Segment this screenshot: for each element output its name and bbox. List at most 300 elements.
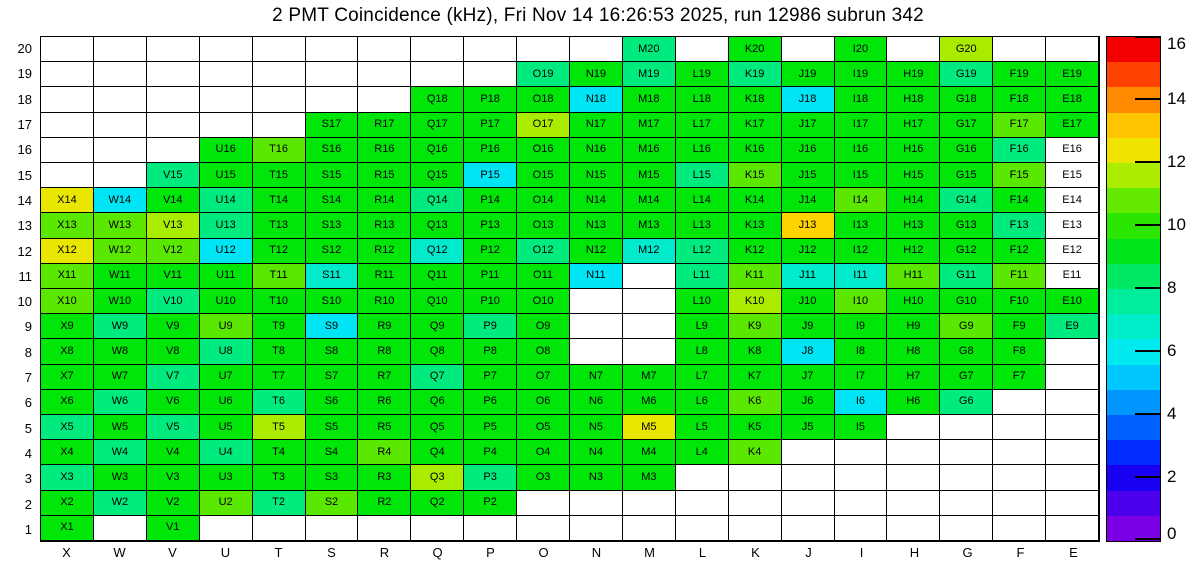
x-axis-label: P: [486, 545, 495, 560]
heatmap-cell: J14: [782, 188, 835, 213]
heatmap-cell: J12: [782, 239, 835, 264]
heatmap-cell: V3: [147, 465, 200, 490]
heatmap-cell: [94, 113, 147, 138]
heatmap-cell: I5: [835, 415, 888, 440]
heatmap-cell: I13: [835, 213, 888, 238]
heatmap-cell: K9: [729, 314, 782, 339]
heatmap-cell: E18: [1046, 87, 1099, 112]
y-axis-label: 14: [17, 192, 32, 208]
heatmap-cell: F15: [993, 163, 1046, 188]
heatmap-cell: W14: [94, 188, 147, 213]
heatmap-cell: [200, 37, 253, 62]
heatmap-cell: R12: [358, 239, 411, 264]
heatmap-cell: S4: [306, 440, 359, 465]
heatmap-cell: [1046, 491, 1099, 516]
heatmap-cell: S8: [306, 339, 359, 364]
heatmap-cell: U13: [200, 213, 253, 238]
colorbar-band: [1107, 37, 1160, 62]
heatmap-cell: Q9: [411, 314, 464, 339]
heatmap-cell: L7: [676, 365, 729, 390]
heatmap-cell: X9: [41, 314, 94, 339]
heatmap-cell: M13: [623, 213, 676, 238]
heatmap-cell: O17: [517, 113, 570, 138]
heatmap-cell: S6: [306, 390, 359, 415]
heatmap-cell: I14: [835, 188, 888, 213]
heatmap-cell: [94, 37, 147, 62]
colorbar-band: [1107, 163, 1160, 188]
heatmap-cell: X4: [41, 440, 94, 465]
heatmap-cell: S10: [306, 289, 359, 314]
heatmap-cell: N5: [570, 415, 623, 440]
heatmap-cell: P7: [464, 365, 517, 390]
heatmap-cell: [41, 163, 94, 188]
y-axis-label: 9: [24, 319, 32, 335]
heatmap-cell: [729, 465, 782, 490]
x-axis-label: Q: [432, 545, 443, 560]
heatmap-cell: T11: [253, 264, 306, 289]
heatmap-cell: V10: [147, 289, 200, 314]
heatmap-cell: M7: [623, 365, 676, 390]
heatmap-cell: G16: [940, 138, 993, 163]
heatmap-cell: [306, 62, 359, 87]
heatmap-cell: [623, 491, 676, 516]
heatmap-cell: P18: [464, 87, 517, 112]
heatmap-cell: P6: [464, 390, 517, 415]
x-axis-label: I: [859, 545, 864, 560]
heatmap-cell: H8: [887, 339, 940, 364]
heatmap-cell: [887, 415, 940, 440]
heatmap-cell: I20: [835, 37, 888, 62]
heatmap-cell: L9: [676, 314, 729, 339]
heatmap-cell: Q3: [411, 465, 464, 490]
heatmap-cell: P16: [464, 138, 517, 163]
colorbar-band: [1107, 87, 1160, 112]
heatmap-cell: N18: [570, 87, 623, 112]
heatmap-cell: O16: [517, 138, 570, 163]
heatmap-cell: [940, 465, 993, 490]
heatmap-cell: F16: [993, 138, 1046, 163]
heatmap-cell: V5: [147, 415, 200, 440]
heatmap-cell: H9: [887, 314, 940, 339]
y-axis-label: 10: [17, 294, 32, 310]
heatmap-cell: [200, 113, 253, 138]
heatmap-cell: X1: [41, 516, 94, 541]
heatmap-cell: [1046, 415, 1099, 440]
heatmap-cell: [570, 491, 623, 516]
heatmap-cell: N12: [570, 239, 623, 264]
heatmap-cell: M18: [623, 87, 676, 112]
heatmap-cell: G9: [940, 314, 993, 339]
heatmap-cell: P11: [464, 264, 517, 289]
heatmap-cell: [147, 138, 200, 163]
heatmap-cell: [887, 491, 940, 516]
heatmap-cell: M4: [623, 440, 676, 465]
heatmap-cell: G18: [940, 87, 993, 112]
heatmap-cell: J6: [782, 390, 835, 415]
heatmap-cell: S9: [306, 314, 359, 339]
heatmap-cell: X3: [41, 465, 94, 490]
heatmap-cell: O14: [517, 188, 570, 213]
y-axis-label: 8: [24, 344, 32, 360]
heatmap-cell: H15: [887, 163, 940, 188]
colorbar-band: [1107, 516, 1160, 541]
heatmap-cell: M14: [623, 188, 676, 213]
heatmap-cell: K7: [729, 365, 782, 390]
heatmap-cell: F13: [993, 213, 1046, 238]
heatmap-cell: [729, 491, 782, 516]
heatmap-cell: N16: [570, 138, 623, 163]
heatmap-cell: [41, 113, 94, 138]
heatmap-cell: J19: [782, 62, 835, 87]
heatmap-cell: T14: [253, 188, 306, 213]
heatmap-cell: S7: [306, 365, 359, 390]
heatmap-cell: M15: [623, 163, 676, 188]
y-axis-label: 1: [24, 521, 32, 537]
heatmap-cell: [570, 289, 623, 314]
heatmap-cell: Q16: [411, 138, 464, 163]
heatmap-cell: N4: [570, 440, 623, 465]
heatmap-cell: [358, 87, 411, 112]
heatmap-cell: [1046, 516, 1099, 541]
heatmap-cell: R6: [358, 390, 411, 415]
heatmap-cell: [676, 465, 729, 490]
heatmap-cell: S2: [306, 491, 359, 516]
heatmap-cell: F7: [993, 365, 1046, 390]
y-axis-label: 20: [17, 41, 32, 57]
heatmap-cell: W9: [94, 314, 147, 339]
heatmap-cell: X13: [41, 213, 94, 238]
heatmap-cell: O4: [517, 440, 570, 465]
heatmap-cell: H16: [887, 138, 940, 163]
heatmap-cell: I10: [835, 289, 888, 314]
heatmap-cell: P13: [464, 213, 517, 238]
heatmap-cell: [623, 264, 676, 289]
heatmap-cell: V1: [147, 516, 200, 541]
colorbar-band: [1107, 264, 1160, 289]
heatmap-cell: R7: [358, 365, 411, 390]
heatmap-cell: V13: [147, 213, 200, 238]
heatmap-cell: G7: [940, 365, 993, 390]
heatmap-cell: U15: [200, 163, 253, 188]
heatmap-cell: V2: [147, 491, 200, 516]
heatmap-cell: K6: [729, 390, 782, 415]
heatmap-cell: W8: [94, 339, 147, 364]
x-axis-label: W: [113, 545, 126, 560]
heatmap-cell: M5: [623, 415, 676, 440]
heatmap-cell: L15: [676, 163, 729, 188]
colorbar-band: [1107, 491, 1160, 516]
heatmap-cell: H14: [887, 188, 940, 213]
heatmap-cell: X12: [41, 239, 94, 264]
heatmap-cell: [570, 516, 623, 541]
colorbar-band: [1107, 188, 1160, 213]
heatmap-cell: [306, 87, 359, 112]
heatmap-cell: [623, 516, 676, 541]
heatmap-cell: [94, 163, 147, 188]
heatmap-cell: K4: [729, 440, 782, 465]
heatmap-cell: T12: [253, 239, 306, 264]
heatmap-cell: [993, 390, 1046, 415]
colorbar-band: [1107, 465, 1160, 490]
heatmap-cell: [464, 37, 517, 62]
heatmap-cell: L5: [676, 415, 729, 440]
heatmap-cell: [306, 516, 359, 541]
heatmap-cell: N13: [570, 213, 623, 238]
heatmap-cell: K15: [729, 163, 782, 188]
heatmap-cell: W11: [94, 264, 147, 289]
heatmap-cell: [253, 113, 306, 138]
x-axis: [40, 545, 1100, 565]
heatmap-cell: P14: [464, 188, 517, 213]
heatmap-cell: H10: [887, 289, 940, 314]
heatmap-cell: L11: [676, 264, 729, 289]
heatmap-cell: P3: [464, 465, 517, 490]
heatmap-cell: W12: [94, 239, 147, 264]
y-axis-label: 4: [24, 445, 32, 461]
heatmap-cell: U9: [200, 314, 253, 339]
heatmap-cell: R5: [358, 415, 411, 440]
heatmap-cell: G17: [940, 113, 993, 138]
heatmap-cell: [253, 37, 306, 62]
x-axis-label: X: [62, 545, 71, 560]
heatmap-cell: V4: [147, 440, 200, 465]
heatmap-cell: T6: [253, 390, 306, 415]
heatmap-cell: [306, 37, 359, 62]
heatmap-cell: [411, 516, 464, 541]
y-axis-label: 2: [24, 496, 32, 512]
colorbar-band: [1107, 390, 1160, 415]
heatmap-cell: T3: [253, 465, 306, 490]
heatmap-cell: [782, 491, 835, 516]
heatmap-cell: N17: [570, 113, 623, 138]
heatmap-cell: I6: [835, 390, 888, 415]
x-axis-label: O: [538, 545, 549, 560]
heatmap-cell: P10: [464, 289, 517, 314]
heatmap-cell: K10: [729, 289, 782, 314]
heatmap-cell: J16: [782, 138, 835, 163]
heatmap-cell: P17: [464, 113, 517, 138]
heatmap-cell: E14: [1046, 188, 1099, 213]
heatmap-cell: I7: [835, 365, 888, 390]
colorbar-band: [1107, 339, 1160, 364]
heatmap-cell: H11: [887, 264, 940, 289]
heatmap-cell: I12: [835, 239, 888, 264]
heatmap-cell: F18: [993, 87, 1046, 112]
heatmap-cell: R9: [358, 314, 411, 339]
heatmap-cell: [1046, 390, 1099, 415]
y-axis-label: 12: [17, 243, 32, 259]
heatmap-cell: P5: [464, 415, 517, 440]
heatmap-cell: O10: [517, 289, 570, 314]
colorbar-tick-label: 4: [1167, 404, 1177, 423]
colorbar-tick-label: 12: [1167, 152, 1186, 171]
heatmap-cell: [782, 440, 835, 465]
heatmap-cell: K17: [729, 113, 782, 138]
heatmap-cell: G8: [940, 339, 993, 364]
heatmap-cell: G15: [940, 163, 993, 188]
heatmap-cell: T2: [253, 491, 306, 516]
heatmap-cell: [623, 314, 676, 339]
x-axis-label: T: [274, 545, 283, 560]
heatmap-cell: F12: [993, 239, 1046, 264]
heatmap-cell: [1046, 465, 1099, 490]
heatmap-cell: U7: [200, 365, 253, 390]
heatmap-cell: [570, 37, 623, 62]
heatmap-cell: I15: [835, 163, 888, 188]
heatmap-cell: [993, 440, 1046, 465]
heatmap-cell: [993, 465, 1046, 490]
heatmap-cell: F10: [993, 289, 1046, 314]
heatmap-cell: O19: [517, 62, 570, 87]
heatmap-cell: [887, 440, 940, 465]
heatmap-cell: U12: [200, 239, 253, 264]
heatmap-cell: G6: [940, 390, 993, 415]
heatmap-cell: L6: [676, 390, 729, 415]
heatmap-cell: [94, 516, 147, 541]
heatmap-cell: T9: [253, 314, 306, 339]
heatmap-cell: W5: [94, 415, 147, 440]
heatmap-cell: H6: [887, 390, 940, 415]
heatmap-cell: M6: [623, 390, 676, 415]
heatmap-cell: S11: [306, 264, 359, 289]
heatmap-cell: [253, 87, 306, 112]
heatmap-cell: O11: [517, 264, 570, 289]
heatmap-cell: J18: [782, 87, 835, 112]
heatmap-cell: [993, 491, 1046, 516]
colorbar-tick-label: 14: [1167, 89, 1186, 108]
heatmap-cell: [676, 37, 729, 62]
heatmap-cell: [253, 516, 306, 541]
heatmap-cell: R15: [358, 163, 411, 188]
heatmap-cell: N7: [570, 365, 623, 390]
heatmap-cell: S17: [306, 113, 359, 138]
heatmap-cell: L13: [676, 213, 729, 238]
heatmap-cell: [147, 87, 200, 112]
heatmap-cell: S15: [306, 163, 359, 188]
heatmap-cell: [835, 491, 888, 516]
heatmap-cell: H18: [887, 87, 940, 112]
heatmap-cell: V6: [147, 390, 200, 415]
heatmap-cell: N11: [570, 264, 623, 289]
heatmap-cell: W13: [94, 213, 147, 238]
heatmap-cell: T5: [253, 415, 306, 440]
heatmap-cell: [782, 465, 835, 490]
heatmap-cell: O12: [517, 239, 570, 264]
colorbar-tick-label: 10: [1167, 215, 1186, 234]
heatmap-cell: G20: [940, 37, 993, 62]
heatmap-cell: [411, 62, 464, 87]
heatmap-cell: W3: [94, 465, 147, 490]
colorbar-band: [1107, 62, 1160, 87]
colorbar-band: [1107, 113, 1160, 138]
heatmap-cell: O7: [517, 365, 570, 390]
heatmap-cell: [200, 516, 253, 541]
heatmap-cell: T4: [253, 440, 306, 465]
heatmap-cell: [835, 516, 888, 541]
heatmap-cell: T10: [253, 289, 306, 314]
heatmap-cell: W4: [94, 440, 147, 465]
heatmap-cell: M3: [623, 465, 676, 490]
heatmap-cell: Q2: [411, 491, 464, 516]
x-axis-label: E: [1069, 545, 1078, 560]
heatmap-cell: T13: [253, 213, 306, 238]
heatmap-cell: T7: [253, 365, 306, 390]
heatmap-cell: I9: [835, 314, 888, 339]
colorbar-tick-label: 8: [1167, 278, 1177, 297]
heatmap-cell: [517, 491, 570, 516]
heatmap-cell: H12: [887, 239, 940, 264]
heatmap-cell: [887, 465, 940, 490]
colorbar-band: [1107, 289, 1160, 314]
heatmap-cell: U14: [200, 188, 253, 213]
heatmap-cell: U6: [200, 390, 253, 415]
heatmap-cell: E9: [1046, 314, 1099, 339]
heatmap-cell: [358, 37, 411, 62]
heatmap-cell: E19: [1046, 62, 1099, 87]
heatmap-cell: R14: [358, 188, 411, 213]
heatmap-cell: M20: [623, 37, 676, 62]
heatmap-cell: K19: [729, 62, 782, 87]
x-axis-label: K: [751, 545, 760, 560]
heatmap-cell: [782, 516, 835, 541]
heatmap-cell: N14: [570, 188, 623, 213]
colorbar-band: [1107, 314, 1160, 339]
heatmap-cell: Q7: [411, 365, 464, 390]
heatmap-cell: N3: [570, 465, 623, 490]
heatmap-cell: J11: [782, 264, 835, 289]
heatmap-cell: [464, 62, 517, 87]
y-axis-label: 3: [24, 471, 32, 487]
x-axis-label: L: [698, 545, 707, 560]
heatmap-cell: K5: [729, 415, 782, 440]
heatmap-cell: [940, 415, 993, 440]
x-axis-label: M: [644, 545, 655, 560]
heatmap-cell: P12: [464, 239, 517, 264]
heatmap-cell: U4: [200, 440, 253, 465]
heatmap-cell: R13: [358, 213, 411, 238]
y-axis-label: 17: [17, 117, 32, 133]
heatmap-cell: U2: [200, 491, 253, 516]
heatmap-cell: [94, 138, 147, 163]
heatmap-cell: L4: [676, 440, 729, 465]
heatmap-cell: E11: [1046, 264, 1099, 289]
heatmap-cell: X14: [41, 188, 94, 213]
colorbar-tick-label: 0: [1167, 524, 1177, 543]
heatmap-cell: S16: [306, 138, 359, 163]
heatmap-cell: [993, 415, 1046, 440]
heatmap-cell: K16: [729, 138, 782, 163]
x-axis-label: V: [168, 545, 177, 560]
heatmap-cell: X8: [41, 339, 94, 364]
heatmap-cell: [729, 516, 782, 541]
heatmap-cell: I19: [835, 62, 888, 87]
colorbar-band: [1107, 138, 1160, 163]
heatmap-cell: N19: [570, 62, 623, 87]
heatmap-cell: M12: [623, 239, 676, 264]
heatmap-cell: [570, 339, 623, 364]
heatmap-cell: U8: [200, 339, 253, 364]
heatmap-cell: R2: [358, 491, 411, 516]
heatmap-cell: U3: [200, 465, 253, 490]
y-axis-label: 11: [18, 268, 32, 284]
heatmap-cell: O15: [517, 163, 570, 188]
heatmap-cell: V7: [147, 365, 200, 390]
heatmap-cell: G12: [940, 239, 993, 264]
heatmap-cell: R4: [358, 440, 411, 465]
heatmap-cell: L14: [676, 188, 729, 213]
heatmap-cell: S12: [306, 239, 359, 264]
heatmap-cell: [41, 62, 94, 87]
